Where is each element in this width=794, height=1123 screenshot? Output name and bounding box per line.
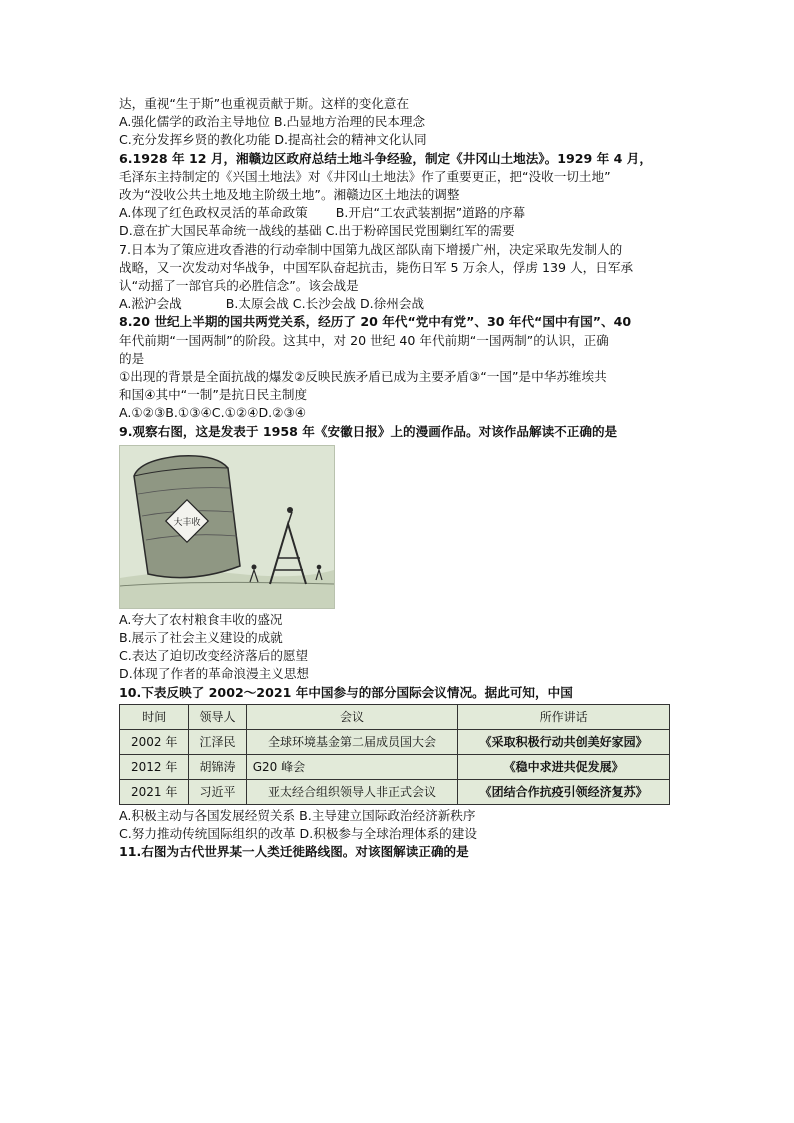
q8-stem-line-3: 的是 [119, 350, 145, 366]
cartoon-illustration [120, 446, 334, 608]
q6-option-ab [119, 204, 679, 222]
q8-statements-line-2: 和国④其中“一制”是抗日民主制度 [119, 387, 308, 403]
q7-options [119, 295, 679, 313]
q7-option-bcd: B.太原会战 C.长沙会战 D.徐州会战 [225, 296, 425, 312]
table-cell: 习近平 [189, 779, 246, 804]
table-header-cell: 所作讲话 [458, 704, 670, 729]
table-cell: G20 峰会 [246, 754, 458, 779]
cartoon-figure [119, 445, 335, 609]
table-cell: 《团结合作抗疫引领经济复苏》 [458, 779, 670, 804]
table-cell: 《稳中求进共促发展》 [458, 754, 670, 779]
q6-option-b: B.开启“工农武装割据”道路的序幕 [335, 205, 526, 221]
table-row [120, 729, 670, 754]
q10-option-ab: A.积极主动与各国发展经贸关系 B.主导建立国际政治经济新秩序 [119, 807, 476, 823]
table-cell: 《采取积极行动共创美好家园》 [458, 729, 670, 754]
q9-option-d: D.体现了作者的革命浪漫主义思想 [119, 666, 310, 682]
q8-statements-line-1: ①出现的背景是全面抗战的爆发②反映民族矛盾已成为主要矛盾③“一国”是中华苏维埃共 [119, 369, 607, 385]
table-header-cell: 时间 [120, 704, 189, 729]
table-row [120, 754, 670, 779]
q7-stem-line-3: 认“动摇了一部官兵的必胜信念”。该会战是 [119, 278, 359, 294]
q7-stem-line-1: 7.日本为了策应进攻香港的行动牵制中国第九战区部队南下增援广州，决定采取先发制人的 [119, 241, 623, 257]
q10-stem: 10.下表反映了 2002～2021 年中国参与的部分国际会议情况。据此可知，中国 [119, 684, 573, 700]
table-row [120, 779, 670, 804]
table-cell: 2002 年 [120, 729, 189, 754]
q9-option-b: B.展示了社会主义建设的成就 [119, 630, 283, 646]
table-header-cell: 会议 [246, 704, 458, 729]
table-cell: 2021 年 [120, 779, 189, 804]
table-header-cell: 领导人 [189, 704, 246, 729]
q5-stem-tail: 达，重视“生于斯”也重视贡献于斯。这样的变化意在 [119, 96, 410, 111]
q9-option-c: C.表达了迫切改变经济落后的愿望 [119, 648, 309, 664]
q6-stem-line-3: 改为“没收公共土地及地主阶级土地”。湘赣边区土地法的调整 [119, 187, 460, 203]
table-cell: 全球环境基金第二届成员国大会 [246, 729, 458, 754]
q5-option-cd: C.充分发挥乡贤的教化功能 D.提高社会的精神文化认同 [119, 132, 427, 148]
q6-stem-line-1: 6.1928 年 12 月，湘赣边区政府总结土地斗争经验，制定《井冈山土地法》。1929 年 4 月， [119, 150, 652, 166]
q10-option-cd: C.努力推动传统国际组织的改革 D.积极参与全球治理体系的建设 [119, 826, 477, 842]
q7-option-a: A.淞沪会战 [119, 296, 182, 312]
table-cell: 亚太经合组织领导人非正式会议 [246, 779, 458, 804]
q6-option-a: A.体现了红色政权灵活的革命政策 [119, 205, 308, 221]
table-cell: 2012 年 [120, 754, 189, 779]
q8-stem-line-1: 8.20 世纪上半期的国共两党关系，经历了 20 年代“党中有党”、30 年代“国中有国”、40 [119, 314, 632, 330]
q8-stem-line-2: 年代前期“一国两制”的阶段。这其中，对 20 世纪 40 年代前期“一国两制”的认识，正确 [119, 332, 609, 348]
q11-stem: 11.右图为古代世界某一人类迁徙路线图。对该图解读正确的是 [119, 844, 469, 860]
q6-stem-line-2: 毛泽东主持制定的《兴国土地法》对《井冈山土地法》作了重要更正，把“没收一切土地” [119, 168, 611, 184]
meetings-table [119, 704, 670, 805]
q9-option-a: A.夸大了农村粮食丰收的盛况 [119, 611, 283, 627]
q9-stem: 9.观察右图，这是发表于 1958 年《安徽日报》上的漫画作品。对该作品解读不正确的是 [119, 423, 618, 439]
q8-options: A.①②③B.①③④C.①②④D.②③④ [119, 405, 307, 421]
q5-option-ab: A.强化儒学的政治主导地位 B.凸显地方治理的民本理念 [119, 114, 426, 130]
cartoon-label: 大丰收 [173, 517, 201, 528]
table-cell: 胡锦涛 [189, 754, 246, 779]
table-header-row [120, 704, 670, 729]
exam-content [119, 95, 679, 861]
table-cell: 江泽民 [189, 729, 246, 754]
q7-stem-line-2: 战略，又一次发动对华战争，中国军队奋起抗击，毙伤日军 5 万余人，俘虏 139 人，日军承 [119, 259, 634, 275]
q6-option-dc: D.意在扩大国民革命统一战线的基础 C.出于粉碎国民党围剿红军的需要 [119, 223, 515, 239]
